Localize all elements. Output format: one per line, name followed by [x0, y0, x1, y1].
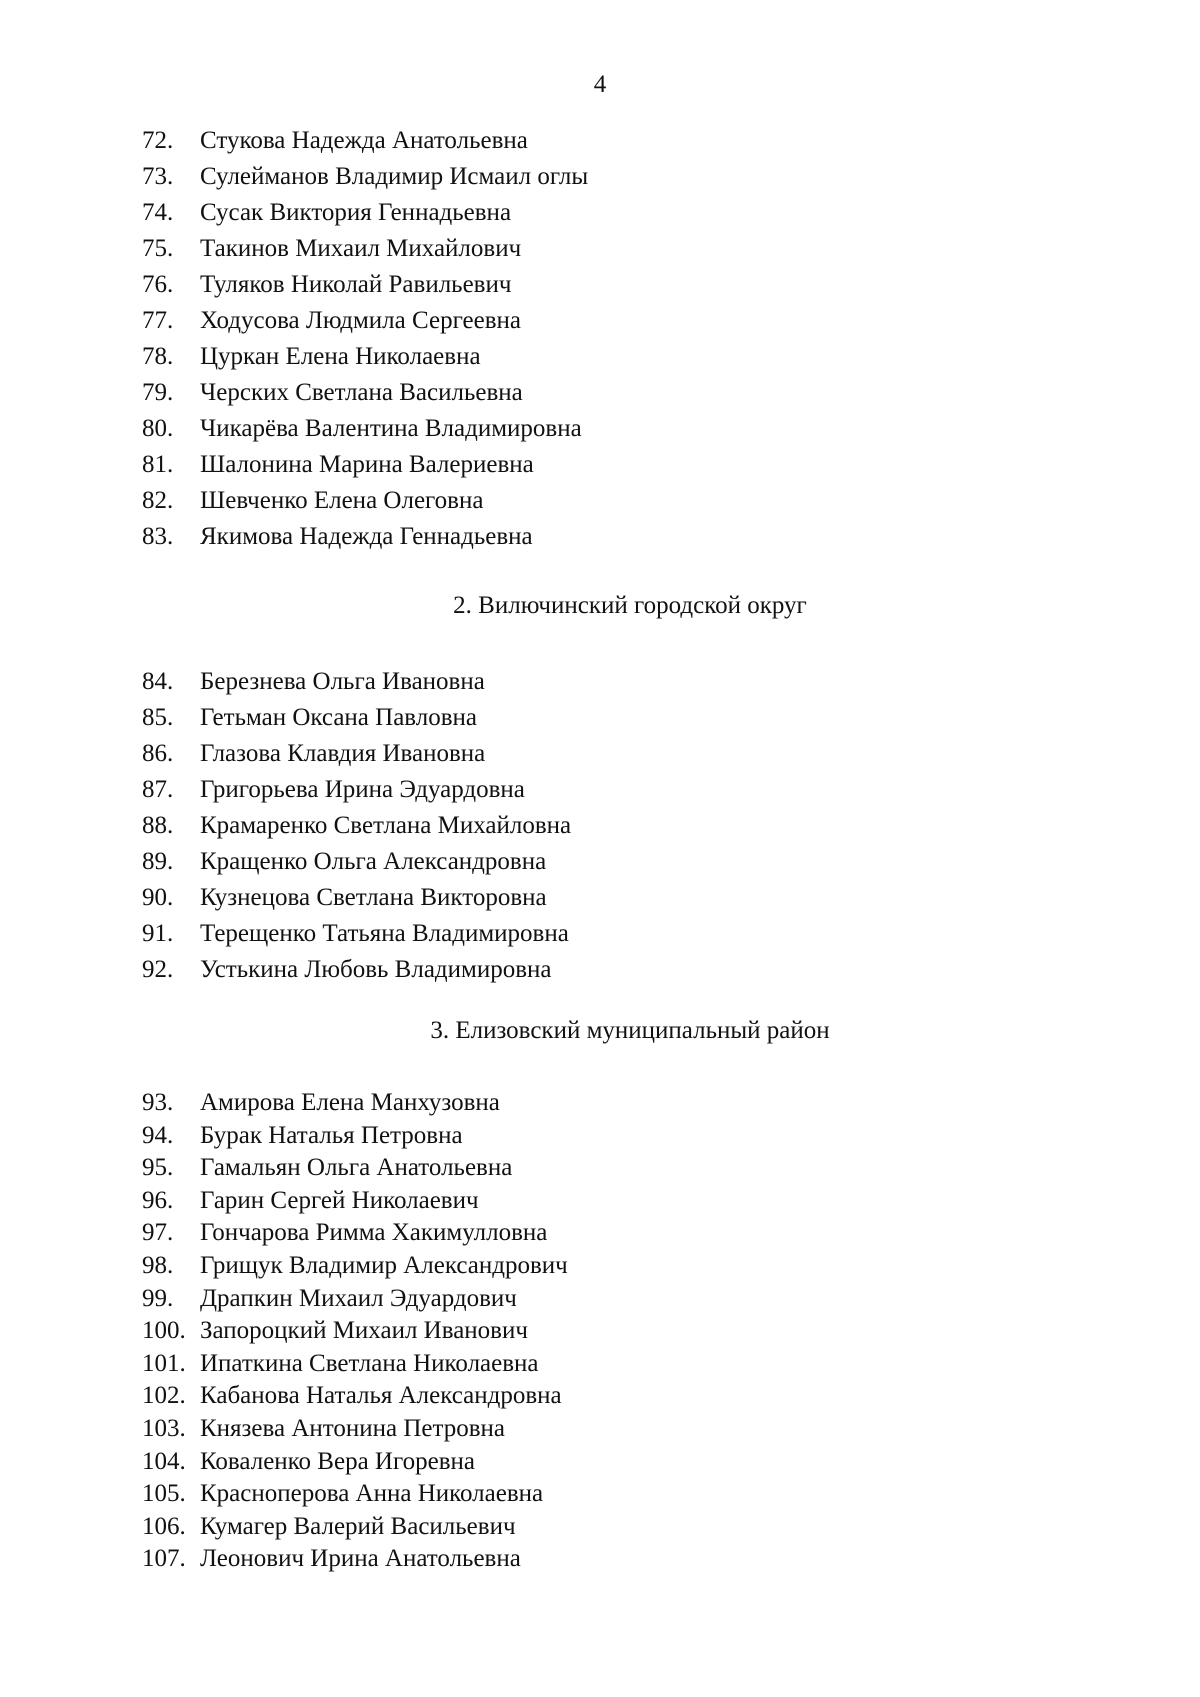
person-name: Гарин Сергей Николаевич — [200, 1186, 479, 1214]
person-name: Шевченко Елена Олеговна — [200, 487, 484, 514]
person-name: Такинов Михаил Михайлович — [200, 235, 522, 262]
item-number: 83. — [142, 523, 174, 550]
item-number: 87. — [142, 776, 174, 803]
item-number: 72. — [142, 127, 174, 154]
list-item — [142, 1511, 568, 1544]
item-number: 75. — [142, 235, 174, 262]
page-number: 4 — [593, 71, 607, 98]
item-number: 97. — [142, 1219, 174, 1247]
item-number: 107. — [142, 1545, 186, 1573]
person-name: Черских Светлана Васильевна — [200, 379, 523, 406]
item-number: 89. — [142, 848, 174, 875]
person-name: Ипаткина Светлана Николаевна — [200, 1349, 539, 1377]
list-item — [142, 916, 571, 952]
item-number: 101. — [142, 1349, 186, 1377]
list-item — [142, 664, 571, 700]
person-name: Князева Антонина Петровна — [200, 1414, 506, 1442]
person-name: Туляков Николай Равильевич — [200, 271, 512, 298]
list-item — [142, 1217, 568, 1250]
list-item — [142, 519, 588, 555]
person-name: Кумагер Валерий Васильевич — [200, 1512, 516, 1540]
list-item — [142, 159, 588, 195]
item-number: 102. — [142, 1382, 186, 1410]
list-item — [142, 1087, 568, 1120]
person-name: Ходусова Людмила Сергеевна — [200, 307, 521, 334]
item-number: 99. — [142, 1284, 174, 1312]
list-item — [142, 267, 588, 303]
item-number: 80. — [142, 415, 174, 442]
name-list-1 — [142, 123, 588, 555]
person-name: Березнева Ольга Ивановна — [200, 668, 485, 695]
list-item — [142, 447, 588, 483]
list-item — [142, 1348, 568, 1381]
list-item — [142, 1152, 568, 1185]
item-number: 90. — [142, 884, 174, 911]
item-number: 91. — [142, 920, 174, 947]
person-name: Грищук Владимир Александрович — [200, 1251, 568, 1279]
item-number: 73. — [142, 163, 174, 190]
list-item — [142, 1315, 568, 1348]
list-item — [142, 1283, 568, 1316]
person-name: Глазова Клавдия Ивановна — [200, 740, 486, 767]
item-number: 76. — [142, 271, 174, 298]
list-item — [142, 375, 588, 411]
list-item — [142, 303, 588, 339]
list-item — [142, 1380, 568, 1413]
name-list-3 — [142, 1087, 568, 1576]
item-number: 98. — [142, 1251, 174, 1279]
list-item — [142, 952, 571, 988]
person-name: Кращенко Ольга Александровна — [200, 848, 547, 875]
item-number: 92. — [142, 956, 174, 983]
item-number: 82. — [142, 487, 174, 514]
person-name: Коваленко Вера Игоревна — [200, 1447, 475, 1475]
section-heading-elizovo: 3. Елизовский муниципальный район — [430, 1017, 830, 1044]
item-number: 96. — [142, 1186, 174, 1214]
list-item — [142, 1250, 568, 1283]
item-number: 95. — [142, 1154, 174, 1182]
person-name: Кузнецова Светлана Викторовна — [200, 884, 547, 911]
person-name: Кабанова Наталья Александровна — [200, 1382, 562, 1410]
person-name: Гамальян Ольга Анатольевна — [200, 1154, 513, 1182]
person-name: Красноперова Анна Николаевна — [200, 1480, 544, 1508]
list-item — [142, 411, 588, 447]
list-item — [142, 483, 588, 519]
list-item — [142, 1478, 568, 1511]
person-name: Стукова Надежда Анатольевна — [200, 127, 528, 154]
person-name: Цуркан Елена Николаевна — [200, 343, 481, 370]
section-heading-vilyuchinsk: 2. Вилючинский городской округ — [453, 592, 807, 619]
person-name: Сусак Виктория Геннадьевна — [200, 199, 512, 226]
item-number: 84. — [142, 668, 174, 695]
item-number: 94. — [142, 1121, 174, 1149]
person-name: Чикарёва Валентина Владимировна — [200, 415, 582, 442]
person-name: Амирова Елена Манхузовна — [200, 1089, 500, 1116]
list-item — [142, 1185, 568, 1218]
person-name: Драпкин Михаил Эдуардович — [200, 1284, 517, 1312]
item-number: 106. — [142, 1512, 186, 1540]
list-item — [142, 772, 571, 808]
item-number: 78. — [142, 343, 174, 370]
person-name: Терещенко Татьяна Владимировна — [200, 920, 569, 947]
person-name: Якимова Надежда Геннадьевна — [200, 523, 533, 550]
person-name: Григорьева Ирина Эдуардовна — [200, 776, 525, 803]
list-item — [142, 1413, 568, 1446]
person-name: Бурак Наталья Петровна — [200, 1121, 463, 1149]
item-number: 79. — [142, 379, 174, 406]
list-item — [142, 880, 571, 916]
item-number: 81. — [142, 451, 174, 478]
item-number: 88. — [142, 812, 174, 839]
list-item — [142, 1446, 568, 1479]
list-item — [142, 123, 588, 159]
person-name: Шалонина Марина Валериевна — [200, 451, 534, 478]
list-item — [142, 844, 571, 880]
person-name: Устькина Любовь Владимировна — [200, 956, 552, 983]
item-number: 105. — [142, 1480, 186, 1508]
person-name: Леонович Ирина Анатольевна — [200, 1545, 521, 1573]
item-number: 93. — [142, 1089, 174, 1116]
list-item — [142, 736, 571, 772]
list-item — [142, 195, 588, 231]
item-number: 77. — [142, 307, 174, 334]
list-item — [142, 1120, 568, 1153]
person-name: Гетьман Оксана Павловна — [200, 704, 478, 731]
item-number: 103. — [142, 1414, 186, 1442]
list-item — [142, 1543, 568, 1576]
list-item — [142, 808, 571, 844]
person-name: Гончарова Римма Хакимулловна — [200, 1219, 548, 1247]
item-number: 85. — [142, 704, 174, 731]
list-item — [142, 231, 588, 267]
list-item — [142, 700, 571, 736]
person-name: Сулейманов Владимир Исмаил оглы — [200, 163, 589, 190]
name-list-2 — [142, 664, 571, 988]
item-number: 74. — [142, 199, 174, 226]
item-number: 104. — [142, 1447, 186, 1475]
list-item — [142, 339, 588, 375]
person-name: Крамаренко Светлана Михайловна — [200, 812, 572, 839]
item-number: 86. — [142, 740, 174, 767]
item-number: 100. — [142, 1317, 186, 1345]
person-name: Запороцкий Михаил Иванович — [200, 1317, 528, 1345]
